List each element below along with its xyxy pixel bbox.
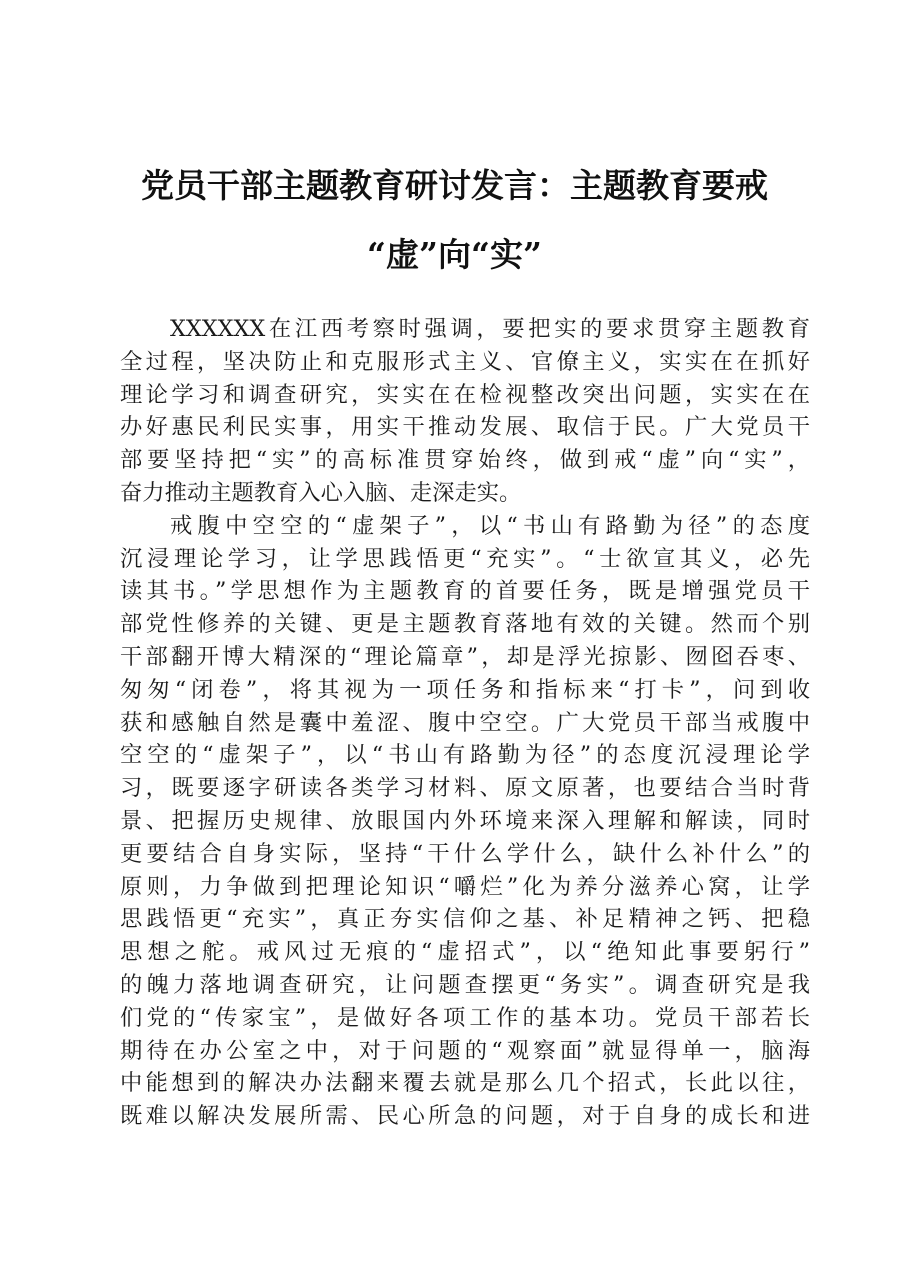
- text-line: 们党的“传家宝”，是做好各项工作的基本功。党员干部若长: [120, 1004, 810, 1031]
- text-line: 空空的“虚架子”，以“书山有路勤为径”的态度沉浸理论学: [120, 742, 810, 769]
- text-line: 奋力推动主题教育入心入脑、走深走实。: [120, 479, 522, 506]
- document-title-line-2: “虚”向“实”: [367, 235, 542, 274]
- text-line: 更要结合自身实际，坚持“干什么学什么，缺什么补什么”的: [120, 840, 810, 867]
- text-line: 期待在办公室之中，对于问题的“观察面”就显得单一，脑海: [120, 1037, 810, 1064]
- text-line: 的魄力落地调查研究，让问题查摆更“务实”。调查研究是我: [120, 971, 810, 998]
- text-line: 习，既要逐字研读各类学习材料、原文原著，也要结合当时背: [120, 775, 810, 802]
- text-line: 全过程，坚决防止和克服形式主义、官僚主义，实实在在抓好: [120, 348, 810, 375]
- text-line: 干部翻开博大精深的“理论篇章”，却是浮光掠影、囫囵吞枣、: [120, 643, 810, 670]
- text-line: 中能想到的解决办法翻来覆去就是那么几个招式，长此以往，: [120, 1070, 810, 1097]
- text-line: 思想之舵。戒风过无痕的“虚招式”，以“绝知此事要躬行”: [120, 939, 810, 966]
- text-line: 部党性修养的关键、更是主题教育落地有效的关键。然而个别: [120, 611, 810, 638]
- document-title-line-1: 党员干部主题教育研讨发言：主题教育要戒: [141, 166, 768, 205]
- text-line: XXXXXX在江西考察时强调，要把实的要求贯穿主题教育: [170, 316, 810, 342]
- text-line: 获和感触自然是囊中羞涩、腹中空空。广大党员干部当戒腹中: [120, 709, 810, 736]
- document-body: [120, 313, 810, 1133]
- text-line: 读其书。”学思想作为主题教育的首要任务，既是增强党员干: [120, 578, 810, 605]
- text-line: 办好惠民利民实事，用实干推动发展、取信于民。广大党员干: [120, 414, 810, 441]
- text-line: 景、把握历史规律、放眼国内外环境来深入理解和解读，同时: [120, 807, 810, 834]
- text-line: 理论学习和调查研究，实实在在检视整改突出问题，实实在在: [120, 381, 810, 408]
- text-line: 部要坚持把“实”的高标准贯穿始终，做到戒“虚”向“实”，: [120, 447, 810, 474]
- text-line: 戒腹中空空的“虚架子”，以“书山有路勤为径”的态度: [170, 512, 810, 539]
- text-line: 沉浸理论学习，让学思践悟更“充实”。“士欲宣其义，必先: [120, 545, 810, 572]
- text-line: 匆匆“闭卷”，将其视为一项任务和指标来“打卡”，问到收: [120, 676, 810, 703]
- text-line: 思践悟更“充实”，真正夯实信仰之基、补足精神之钙、把稳: [120, 906, 810, 933]
- text-line: 原则，力争做到把理论知识“嚼烂”化为养分滋养心窝，让学: [120, 873, 810, 900]
- text-line: 既难以解决发展所需、民心所急的问题，对于自身的成长和进: [120, 1103, 810, 1130]
